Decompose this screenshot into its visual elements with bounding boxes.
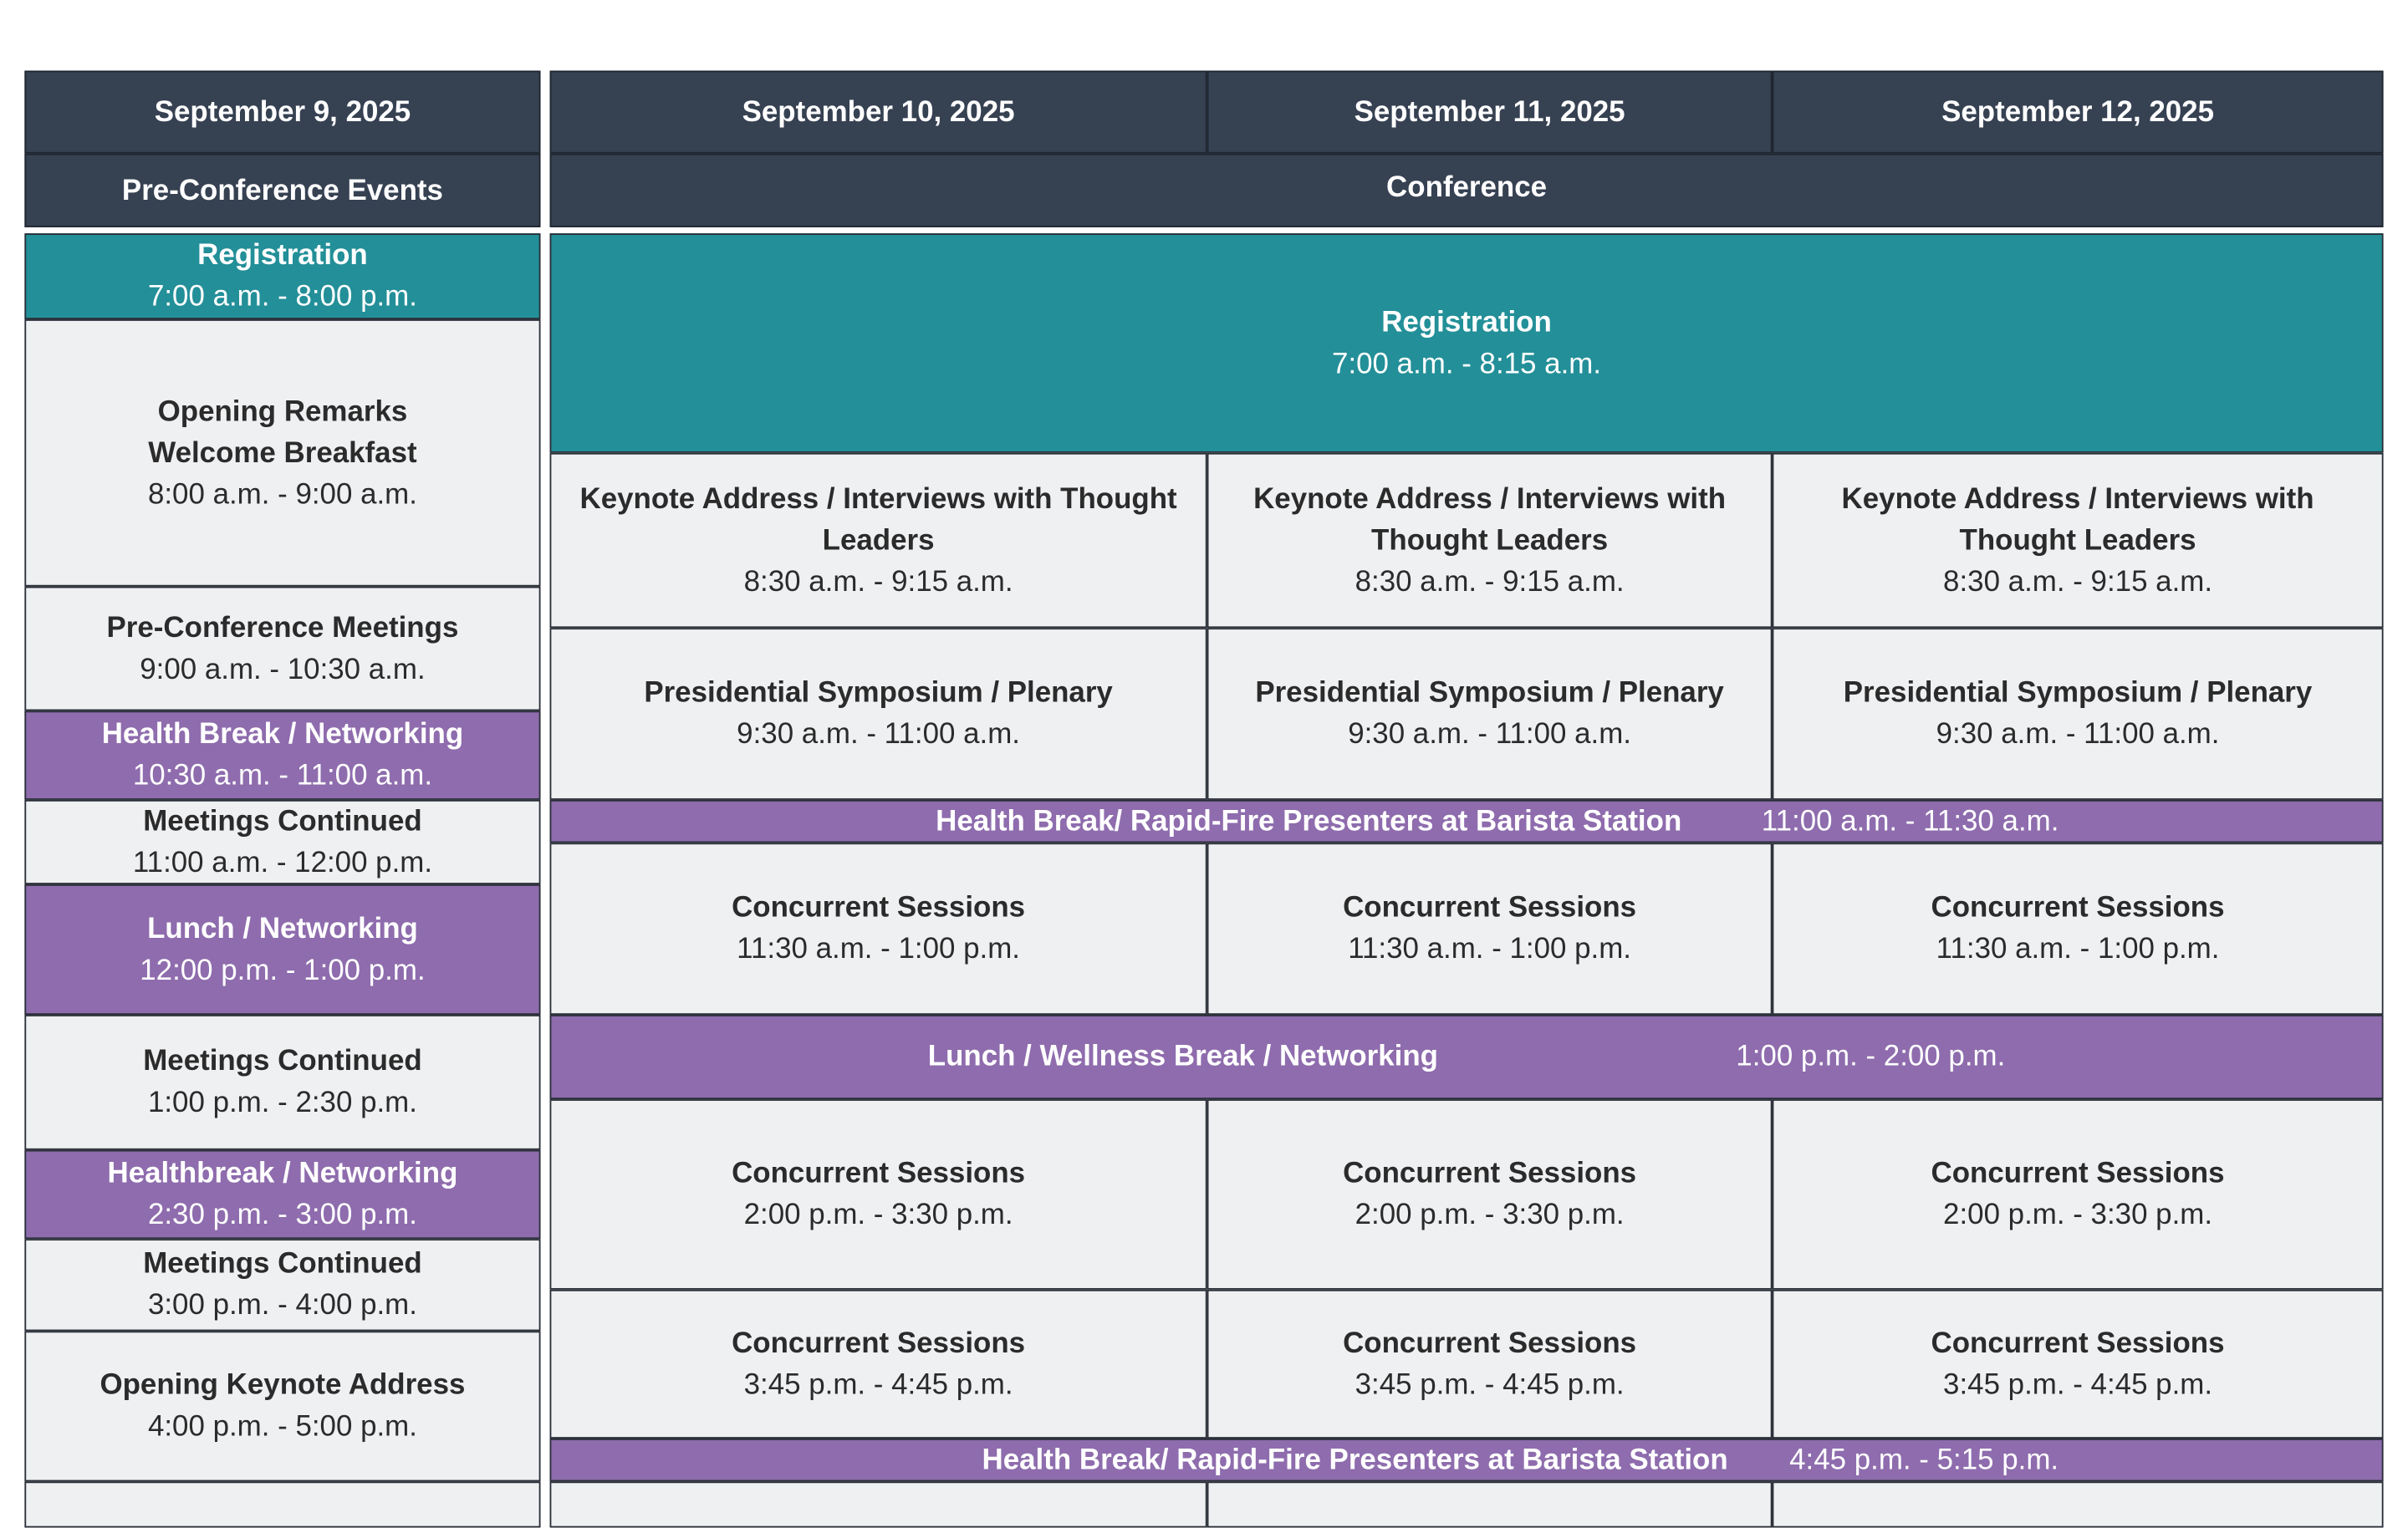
pre-opening-keynote — [24, 1331, 540, 1481]
pre-conference-meetings — [24, 587, 540, 711]
event-title: Meetings Continued — [143, 1248, 422, 1281]
concurrent3-sep11 — [1207, 1290, 1773, 1439]
event-time: 9:30 a.m. - 11:00 a.m. — [1348, 718, 1632, 751]
event-time: 1:00 p.m. - 2:00 p.m. — [1736, 1041, 2006, 1073]
event-title: Opening Keynote Address — [99, 1369, 466, 1402]
event-title: Presidential Symposium / Plenary — [1843, 676, 2313, 710]
event-title: Concurrent Sessions — [732, 1327, 1026, 1360]
event-title: Concurrent Sessions — [732, 892, 1026, 924]
date-header-sep12 — [1773, 70, 2384, 153]
symposium-sep10 — [550, 628, 1207, 800]
event-title: Opening Remarks — [157, 395, 408, 428]
event-title: Concurrent Sessions — [1343, 1157, 1637, 1190]
concurrent1-sep12 — [1773, 843, 2384, 1015]
event-title: Meetings Continued — [143, 1045, 422, 1078]
event-time: 2:00 p.m. - 3:30 p.m. — [1943, 1199, 2213, 1232]
event-time: 2:30 p.m. - 3:00 p.m. — [147, 1199, 417, 1232]
concurrent3-sep12 — [1773, 1290, 2384, 1439]
event-title: Concurrent Sessions — [1931, 892, 2225, 924]
event-title: Lunch / Networking — [147, 912, 418, 945]
symposium-sep12 — [1773, 628, 2384, 800]
event-time: 8:00 a.m. - 9:00 a.m. — [147, 478, 417, 511]
pre-registration — [24, 233, 540, 319]
event-time: 12:00 p.m. - 1:00 p.m. — [140, 954, 426, 987]
event-title: Health Break/ Rapid-Fire Presenters at Barista Station — [982, 1444, 1728, 1476]
conference-header — [550, 154, 2384, 227]
event-time: 7:00 a.m. - 8:00 p.m. — [147, 281, 417, 313]
event-title: Presidential Symposium / Plenary — [644, 676, 1113, 710]
keynote-sep12 — [1773, 453, 2384, 628]
event-title: Registration — [197, 239, 368, 272]
event-title: Lunch / Wellness Break / Networking — [927, 1041, 1438, 1073]
event-time: 9:30 a.m. - 11:00 a.m. — [737, 718, 1020, 751]
event-title: Keynote Address / Interviews with Thought Leaders — [1253, 482, 1727, 557]
keynote-sep10 — [550, 453, 1207, 628]
concurrent2-sep12 — [1773, 1099, 2384, 1290]
event-time: 8:30 a.m. - 9:15 a.m. — [743, 565, 1013, 598]
event-time: 8:30 a.m. - 9:15 a.m. — [1354, 565, 1625, 598]
conf-registration — [550, 233, 2384, 453]
concurrent1-sep11 — [1207, 843, 1773, 1015]
concurrent1-sep10 — [550, 843, 1207, 1015]
event-time: 7:00 a.m. - 8:15 a.m. — [1332, 348, 1602, 380]
event-time: 3:45 p.m. - 4:45 p.m. — [1943, 1368, 2213, 1401]
symposium-sep11 — [1207, 628, 1773, 800]
conf-health-break-2 — [550, 1439, 2384, 1481]
event-time: 11:30 a.m. - 1:00 p.m. — [1348, 933, 1632, 966]
event-title: Welcome Breakfast — [148, 436, 417, 470]
date-header-sep11 — [1207, 70, 1773, 153]
event-time: 4:45 p.m. - 5:15 p.m. — [1789, 1444, 2059, 1476]
event-time: 3:00 p.m. - 4:00 p.m. — [147, 1289, 417, 1322]
date-label: September 9, 2025 — [154, 95, 411, 129]
concurrent2-sep11 — [1207, 1099, 1773, 1290]
event-time: 9:00 a.m. - 10:30 a.m. — [140, 653, 426, 686]
concurrent2-sep10 — [550, 1099, 1207, 1290]
event-title: Concurrent Sessions — [1343, 892, 1637, 924]
event-time: 11:30 a.m. - 1:00 p.m. — [737, 933, 1020, 966]
date-label: September 10, 2025 — [742, 95, 1015, 129]
event-time: 2:00 p.m. - 3:30 p.m. — [1354, 1199, 1625, 1232]
event-time: 11:00 a.m. - 11:30 a.m. — [1761, 805, 2059, 838]
pre-healthbreak — [24, 1150, 540, 1240]
event-title: Health Break/ Rapid-Fire Presenters at Barista Station — [936, 805, 1682, 838]
event-time: 11:30 a.m. - 1:00 p.m. — [1936, 933, 2220, 966]
event-title: Concurrent Sessions — [1931, 1327, 2225, 1360]
event-title: Pre-Conference Meetings — [106, 611, 459, 644]
pre-lunch — [24, 884, 540, 1015]
event-time: 9:30 a.m. - 11:00 a.m. — [1936, 718, 2220, 751]
pre-opening-remarks — [24, 319, 540, 587]
section-label: Conference — [1386, 171, 1548, 204]
date-label: September 11, 2025 — [1354, 95, 1625, 129]
date-label: September 12, 2025 — [1941, 95, 2215, 129]
event-time: 1:00 p.m. - 2:30 p.m. — [147, 1087, 417, 1119]
event-title: Keynote Address / Interviews with Thought Leaders — [1841, 482, 2314, 557]
pre-meetings-continued-2 — [24, 1015, 540, 1150]
event-time: 11:00 a.m. - 12:00 p.m. — [132, 846, 433, 879]
section-label: Pre-Conference Events — [121, 174, 443, 207]
event-time: 3:45 p.m. - 4:45 p.m. — [743, 1368, 1013, 1401]
event-time: 10:30 a.m. - 11:00 a.m. — [132, 760, 433, 792]
pre-meetings-continued-3 — [24, 1239, 540, 1331]
event-title: Concurrent Sessions — [1343, 1327, 1637, 1360]
date-header-sep9 — [24, 70, 540, 153]
concurrent3-sep10 — [550, 1290, 1207, 1439]
pre-health-break — [24, 711, 540, 800]
event-time: 3:45 p.m. - 4:45 p.m. — [1354, 1368, 1625, 1401]
event-time: 8:30 a.m. - 9:15 a.m. — [1943, 565, 2213, 598]
pre-conference-header — [24, 154, 540, 227]
date-header-sep10 — [550, 70, 1207, 153]
event-time: 4:00 p.m. - 5:00 p.m. — [147, 1410, 417, 1444]
conf-health-break-1 — [550, 800, 2384, 843]
conf-lunch — [550, 1015, 2384, 1099]
event-title: Concurrent Sessions — [732, 1157, 1026, 1190]
event-title: Healthbreak / Networking — [107, 1157, 458, 1190]
event-time: 2:00 p.m. - 3:30 p.m. — [743, 1199, 1013, 1232]
event-title: Health Break / Networking — [101, 718, 464, 751]
event-title: Keynote Address / Interviews with Thought Leaders — [579, 482, 1177, 557]
event-title: Concurrent Sessions — [1931, 1157, 2225, 1190]
event-title: Meetings Continued — [143, 805, 422, 838]
event-title: Registration — [1381, 306, 1552, 339]
pre-meetings-continued-1 — [24, 800, 540, 884]
event-title: Presidential Symposium / Plenary — [1255, 676, 1724, 710]
keynote-sep11 — [1207, 453, 1773, 628]
